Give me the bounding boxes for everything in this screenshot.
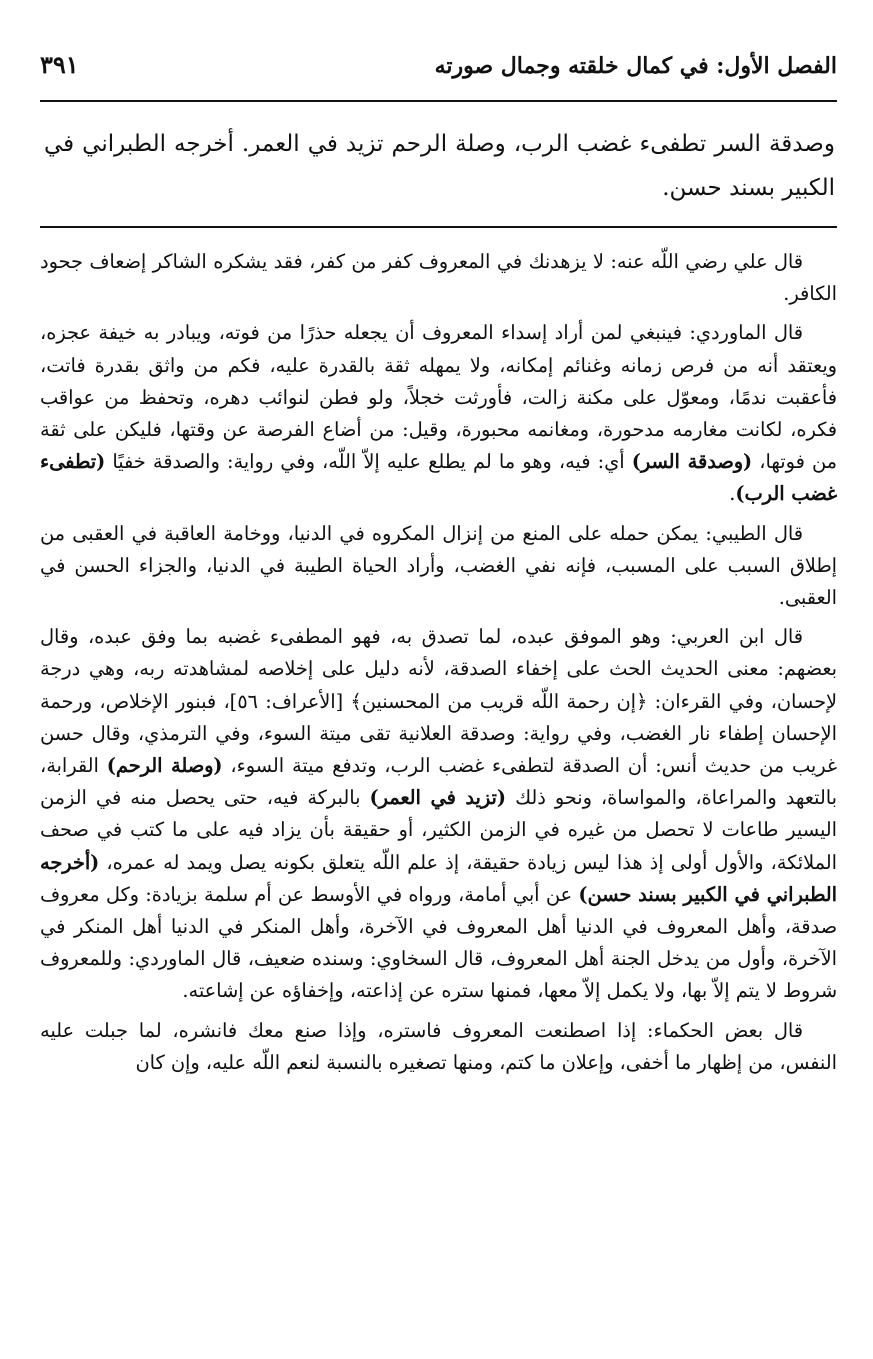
quoted-phrase: (أخرجه الطبراني في الكبير بسند حسن): [40, 850, 837, 906]
quoted-phrase: (وصلة الرحم): [106, 754, 223, 778]
text-run: عن أبي أمامة، ورواه في الأوسط عن أم سلمة بزيادة: وكل معروف صدقة، وأهل المعروف في الدنيا أهل المعروف في الآخرة، وأهل المنكر في الدنيا أهل المنكر في الآخرة، وأول من يدخل الجنة أهل المعروف، قال السخاوي: وسنده ضعيف، قال الماوردي: وللمعروف شروط لا يتم إلاّ بها، ولا يكمل إلاّ معها، فمنها ستره عن إذاعته، وإخفاؤه عن إشاعته.: [40, 882, 837, 1003]
hadith-text: وصدقة السر تطفىء غضب الرب، وصلة الرحم تزيد في العمر. أخرجه الطبراني في الكبير بسند حسن.: [44, 131, 835, 201]
section-divider: [40, 226, 837, 228]
quoted-phrase: (وصدقة السر): [631, 450, 753, 474]
commentary-paragraph-2: [40, 317, 837, 510]
header-rule: [40, 100, 837, 102]
text-run: بالبركة فيه، حتى يحصل منه في الزمن اليسير طاعات لا تحصل من غيره في الزمن الكثير، أو حقيقة بأن يزاد فيه على ما كتب في صحف الملائكة، والأول أولى إذ هذا ليس زيادة حقيقة، إذ علم اللّه يتعلق بكونه يصل ويمد له عمره،: [40, 786, 837, 874]
commentary-paragraph-3: قال الطيبي: يمكن حمله على المنع من إنزال المكروه في الدنيا، ووخامة العاقبة في العقبى من إطلاق السبب على المسبب، فإنه نفي الغضب، وأراد الحياة الطيبة في الدنيا، والجزاء الحسن في العقبى.: [40, 521, 837, 610]
commentary-paragraph-5: قال بعض الحكماء: إذا اصطنعت المعروف فاستره، وإذا صنع معك فانشره، لما جبلت عليه النفس، من إظهار ما أخفى، وإعلان ما كتم، ومنها تصغيره بالنسبة لنعم اللّه عليه، وإن كان: [40, 1018, 837, 1074]
text-run: القرابة، بالتعهد والمراعاة، والمواساة، ونحو ذلك: [40, 754, 837, 810]
commentary-paragraph-4: [40, 621, 837, 1007]
commentary-paragraph-1: قال علي رضي اللّه عنه: لا يزهدنك في المعروف كفر من كفر، فقد يشكره الشاكر إضعاف جحود الكافر.: [40, 250, 837, 306]
quoted-phrase: (تطفىء غضب الرب): [40, 450, 837, 506]
commentary: [40, 246, 837, 1079]
text-run: .: [729, 482, 736, 506]
text-run: أي: فيه، وهو ما لم يطلع عليه إلاّ اللّه، وفي رواية: والصدقة خفيًا: [112, 450, 625, 474]
book-page: [40, 50, 837, 1359]
page-header: [40, 50, 837, 94]
text-run: قال ابن العربي: وهو الموفق عبده، لما تصدق به، فهو المطفىء غضبه بما وفق عبده، وقال بعضهم: معنى الحديث الحث على إخفاء الصدقة، لأنه دليل على إخلاصه لمشاهدته ربه، وهي درجة لإحسان، وفي القرءان: ﴿إن رحمة اللّه قريب من المحسنين﴾ [الأعراف: ٥٦]، فبنور الإخلاص، ورحمة الإحسان إطفاء نار الغضب، وفي رواية: وصدقة العلانية تقى ميتة السوء، وفي الترمذي، وقال حسن غريب من حديث أنس: أن الصدقة لتطفىء غضب الرب، وتدفع ميتة السوء،: [40, 625, 837, 778]
text-run: قال الماوردي: فينبغي لمن أراد إسداء المعروف أن يجعله حذرًا من فوته، ويبادر به خيفة عجزه، ويعتقد أنه من فرص زمانه وغنائم إمكانه، ولا يمهله ثقة بالقدرة عليه، فكم من واثق بقدرة فاتت، فأعقبت ندمًا، ومعوّل على مكنة زالت، فأورثت خجلاً، ولو فطن لنوائب دهره، وتحفظ من عواقب فكره، لكانت مغارمه مدحورة، ومغانمه محبورة، وقيل: من أضاع الفرصة عن وقتها، فليكن على ثقة من فوتها،: [40, 321, 837, 474]
quoted-phrase: (تزيد في العمر): [369, 786, 507, 810]
page-number: ٣٩١: [40, 50, 79, 79]
chapter-title: الفصل الأول: في كمال خلقته وجمال صورته: [434, 53, 837, 79]
